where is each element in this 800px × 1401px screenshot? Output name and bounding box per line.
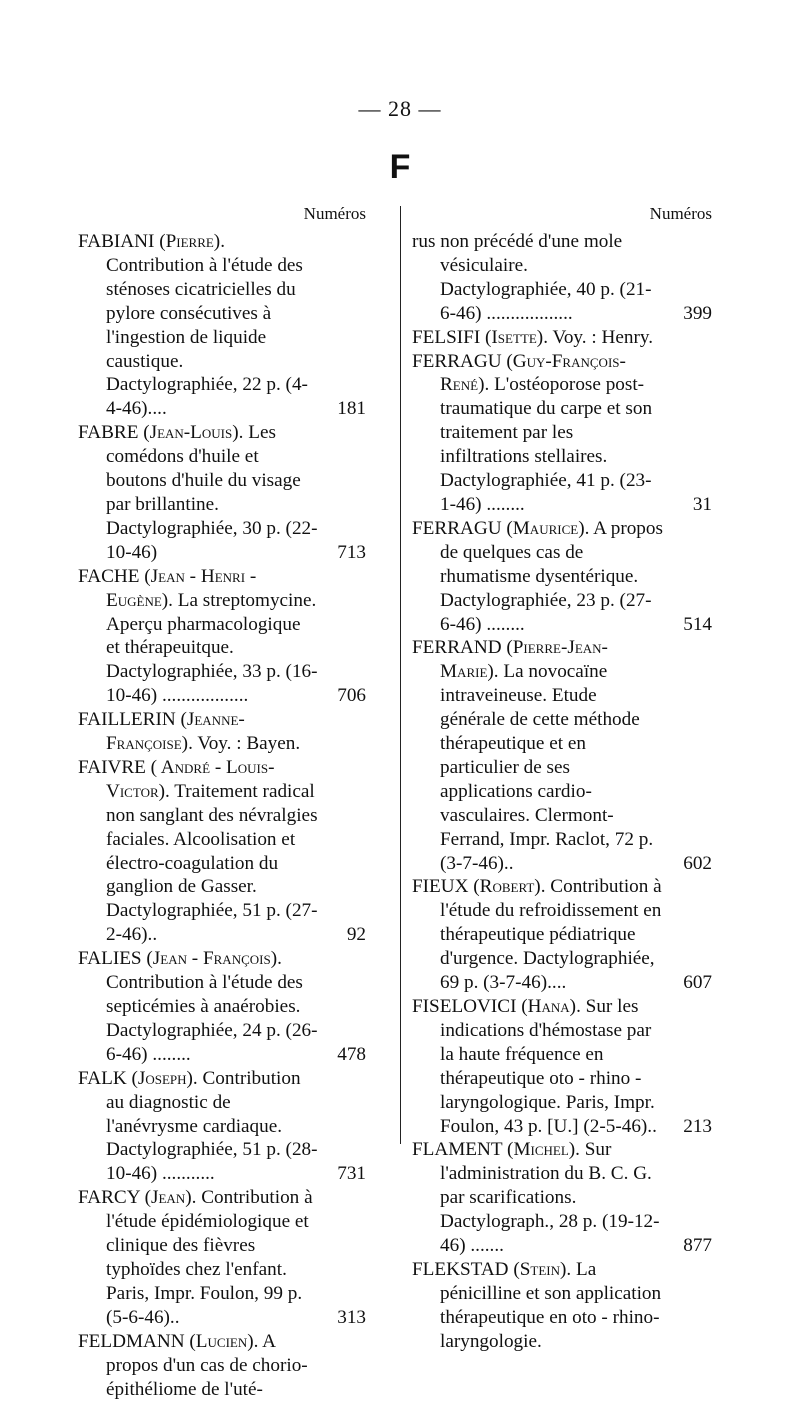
entry-number: 607	[683, 972, 712, 994]
right-entry-list	[412, 230, 712, 1354]
index-entry	[78, 1186, 366, 1329]
index-entry	[412, 875, 712, 995]
entry-text: . Sur les indications d'hémostase par la haute fréquence en thérapeutique oto - rhino - laryngologique. Paris, Impr. Foulon, 43 p. [U.] (2-5-46)..	[440, 996, 657, 1137]
entry-text: . Voy. : Henry.	[543, 326, 653, 348]
index-entry	[78, 565, 366, 708]
entry-number: 706	[337, 685, 366, 707]
entry-text: . Contribution à l'étude des septicémies à anaérobies. Dactylographiée, 24 p. (26-6-46) ........	[106, 948, 318, 1065]
entry-name: FARCY (Jean)	[78, 1187, 192, 1209]
left-column	[78, 204, 366, 1401]
left-entry-list	[78, 230, 366, 1401]
entry-name: FELSIFI (Isette)	[412, 326, 544, 348]
entry-text: . Traitement radical non sanglant des névralgies faciales. Alcoolisation et électro-coagulation du ganglion de Gasser. Dactylographiée, 51 p. (27-2-46)..	[106, 780, 318, 946]
entry-number: 877	[683, 1235, 712, 1257]
entry-name: FERRAGU (Guy-François-René)	[412, 350, 626, 396]
entry-text: . Les comédons d'huile et boutons d'huile du visage par brillantine. Dactylographiée, 30 p. (22-10-46)	[106, 422, 318, 563]
entry-text: . La novocaïne intraveineuse. Etude générale de cette méthode thérapeutique et en particulier de ses applications cardio-vasculaires. Clermont-Ferrand, Impr. Raclot, 72 p. (3-7-46)..	[440, 661, 654, 874]
entry-name: FELDMANN (Lucien)	[78, 1330, 254, 1352]
entry-name: FAIVRE ( André - Louis-Victor)	[78, 756, 275, 802]
entry-number: 31	[692, 493, 712, 515]
entry-number: 181	[337, 398, 366, 420]
index-entry	[412, 636, 712, 875]
entry-text: . Contribution au diagnostic de l'anévrysme cardiaque. Dactylographiée, 51 p. (28-10-46) ...........	[106, 1067, 318, 1185]
index-entry	[78, 708, 366, 756]
entry-number: 713	[337, 541, 366, 563]
entry-name: FIEUX (Robert)	[412, 876, 541, 898]
entry-number: 399	[683, 302, 712, 324]
page-number: — 28 —	[358, 96, 442, 121]
index-entry	[412, 1138, 712, 1258]
index-entry	[412, 517, 712, 637]
column-divider	[400, 206, 401, 1144]
entry-number: 213	[683, 1115, 712, 1137]
section-letter: F	[389, 148, 411, 186]
entry-text: . Voy. : Bayen.	[188, 733, 301, 755]
index-entry	[412, 995, 712, 1138]
index-entry	[78, 947, 366, 1067]
entry-name: FERRAND (Pierre-Jean-Marie)	[412, 637, 608, 683]
entry-name: FALK (Joseph)	[78, 1067, 193, 1089]
entry-name: FERRAGU (Maurice)	[412, 517, 585, 539]
column-header-numeros: Numéros	[303, 204, 366, 223]
index-entry	[78, 421, 366, 564]
entry-number: 514	[683, 613, 712, 635]
entry-text: . Contribution à l'étude des sténoses cicatricielles du pylore consécutives à l'ingestion de liquide caustique. Dactylographiée, 22 p. (4-4-46)....	[106, 231, 308, 420]
index-entry	[78, 1330, 366, 1401]
entry-name: FABRE (Jean-Louis)	[78, 422, 239, 444]
index-entry	[412, 230, 712, 326]
entry-number: 313	[337, 1306, 366, 1328]
entry-number: 92	[346, 924, 366, 946]
entry-text: rus non précédé d'une mole vésiculaire. Dactylographiée, 40 p. (21-6-46) ..................	[412, 231, 652, 324]
entry-text: . La pénicilline et son application thérapeutique en oto - rhino-laryngologie.	[440, 1258, 662, 1352]
entry-number: 602	[683, 852, 712, 874]
entry-number: 478	[337, 1043, 366, 1065]
entry-text: . La streptomycine. Aperçu pharmacologique et thérapeuitque. Dactylographiée, 33 p. (16-10-46) ..................	[106, 589, 318, 707]
entry-name: FACHE (Jean - Henri - Eugène)	[78, 565, 257, 611]
index-entry	[412, 326, 712, 350]
column-header-numeros: Numéros	[649, 204, 712, 223]
entry-text: . A propos de quelques cas de rhumatisme dysentérique. Dactylographiée, 23 p. (27-6-46) ........	[440, 517, 663, 635]
index-entry	[412, 1258, 712, 1354]
index-entry	[78, 230, 366, 421]
entry-text: . Contribution à l'étude épidémiologique et clinique des fièvres typhoïdes chez l'enfant. Paris, Impr. Foulon, 99 p. (5-6-46)..	[106, 1187, 313, 1328]
entry-name: FLEKSTAD (Stein)	[412, 1258, 567, 1280]
entry-text: . Contribution à l'étude du refroidissement en thérapeutique pédiatrique d'urgence. Dactylographiée, 69 p. (3-7-46)....	[440, 876, 662, 994]
index-entry	[78, 756, 366, 947]
index-entry	[412, 350, 712, 517]
entry-text: . L'ostéoporose post-traumatique du carpe et son traitement par les infiltrations stellaires. Dactylographiée, 41 p. (23-1-46) ........	[440, 374, 653, 515]
entry-name: FAILLERIN (Jeanne-Françoise)	[78, 709, 245, 755]
entry-name: FISELOVICI (Hana)	[412, 996, 577, 1017]
entry-text: . Sur l'administration du B. C. G. par scarifications. Dactylograph., 28 p. (19-12-46) .......	[440, 1139, 660, 1257]
entry-name: FLAMENT (Michel)	[412, 1139, 576, 1161]
right-column	[412, 204, 712, 1354]
entry-number: 731	[337, 1163, 366, 1185]
entry-name: FABIANI (Pierre)	[78, 231, 221, 252]
entry-name: FALIES (Jean - François)	[78, 948, 278, 970]
entry-text: . A propos d'un cas de chorio-épithéliome de l'uté-	[106, 1330, 308, 1400]
index-entry	[78, 1067, 366, 1187]
